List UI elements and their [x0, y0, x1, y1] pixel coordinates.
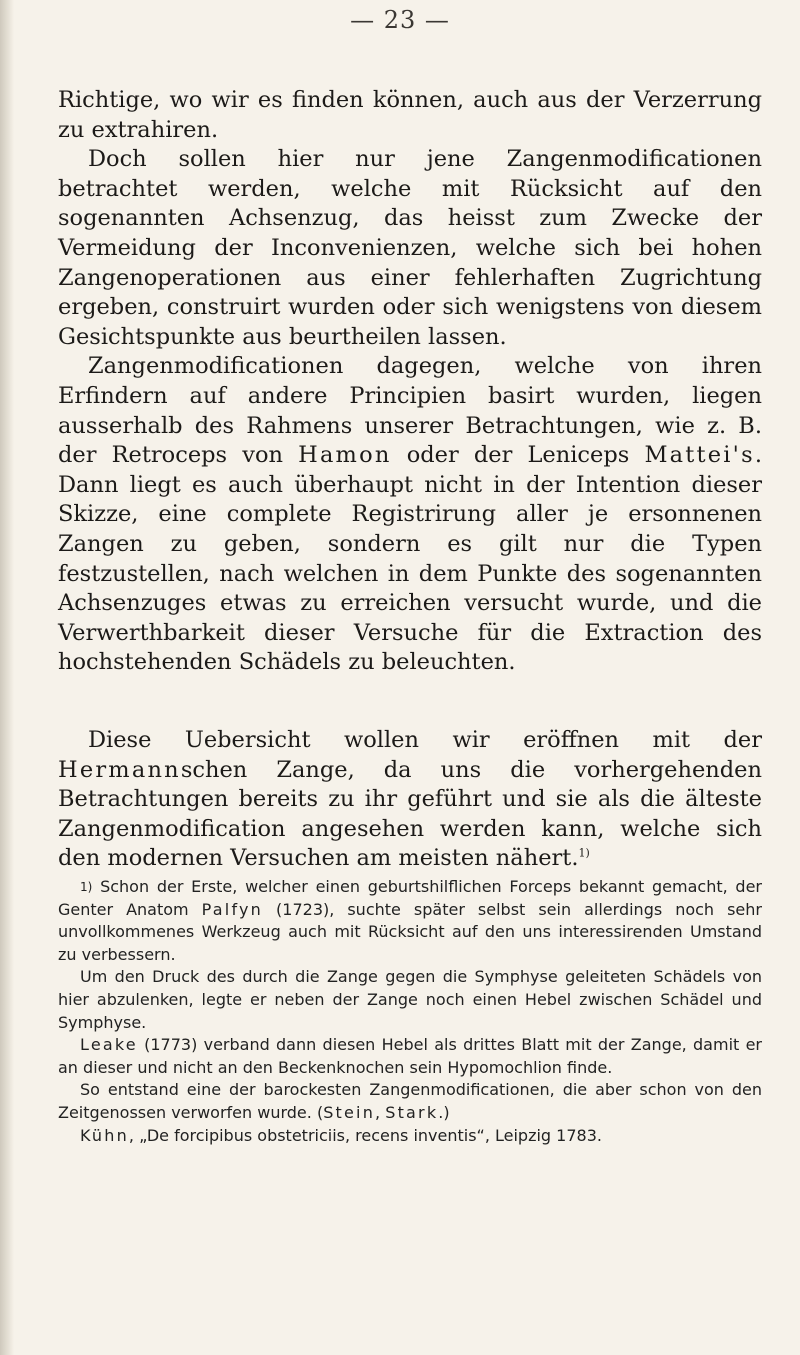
- author-name-hamon: Hamon: [298, 442, 392, 469]
- author-name-mattei: Mattei's: [644, 442, 755, 469]
- paragraph-4-text-a: Diese Uebersicht wollen wir eröffnen mit der: [88, 727, 762, 753]
- author-name-stark: Stark: [385, 1102, 439, 1122]
- paragraph-3-text-c: . Dann liegt es auch überhaupt nicht in der Intention dieser Skizze, eine complete Registrirung aller je ersonnenen Zangen zu geben, sondern es gilt nur die Typen festzustellen, nach welchen in dem Punkte des sogenannten Achsenzuges etwas zu erreichen versucht wurde, und die Verwerthbarkeit dieser Versuche für die Extraction des hochstehenden Schädels zu beleuchten.: [58, 442, 762, 676]
- paragraph-3: [58, 352, 762, 678]
- footnote-marker: 1): [80, 880, 93, 894]
- author-name-hermann: Hermann: [58, 756, 181, 783]
- footnote-3: [58, 1034, 762, 1079]
- author-name-leake: Leake: [80, 1035, 138, 1055]
- footnote-5: [58, 1125, 762, 1148]
- footnote-5-text-b: , „De forcipibus obstetriciis, recens inventis“, Leipzig 1783.: [128, 1125, 602, 1145]
- author-name-kuehn: Kühn: [80, 1125, 129, 1145]
- page-number: — 23 —: [350, 6, 450, 34]
- paragraph-4: [58, 726, 762, 874]
- main-text-block-2: [58, 726, 762, 874]
- footnote-4-text-b: .): [438, 1102, 450, 1122]
- footnote-4: [58, 1079, 762, 1124]
- paragraph-3-text-a: Zangenmodificationen dagegen, welche von ihren Erfindern auf andere Principien basirt wurden, liegen ausserhalb des Rahmens unserer Betrachtungen, wie z. B. der Retroceps von: [58, 353, 762, 469]
- footnote-1: [58, 876, 762, 966]
- footnote-reference: 1): [578, 846, 590, 860]
- paragraph-3-text-b: oder der Leniceps: [391, 442, 645, 469]
- footnotes: [58, 876, 762, 1147]
- paragraph-1: Richtige, wo wir es finden können, auch aus der Verzerrung zu extrahiren.: [58, 87, 762, 143]
- footnote-4-text-a: So entstand eine der barockesten Zangenmodificationen, die aber schon von den Zeitgenossen verworfen wurde. (: [58, 1080, 762, 1122]
- footnote-3-text-b: (1773) verband dann diesen Hebel als drittes Blatt mit der Zange, damit er an dieser und nicht an den Beckenknochen sein Hypomochlion finde.: [58, 1035, 762, 1077]
- footnote-2: Um den Druck des durch die Zange gegen die Symphyse geleiteten Schädels von hier abzulenken, legte er neben der Zange noch einen Hebel zwischen Schädel und Symphyse.: [58, 967, 762, 1032]
- footnote-1-text-b: (1723), suchte später selbst sein allerdings noch sehr unvollkommenes Werkzeug auch mit Rücksicht auf den uns interessirenden Umstand zu verbessern.: [58, 899, 762, 964]
- footnote-4-separator: ,: [375, 1102, 386, 1122]
- paragraph-2: Doch sollen hier nur jene Zangenmodificationen betrachtet werden, welche mit Rücksicht auf den sogenannten Achsenzug, das heisst zum Zwecke der Vermeidung der Inconvenienzen, welche sich bei hohen Zangenoperationen aus einer fehlerhaften Zugrichtung ergeben, construirt wurden oder sich wenigstens von diesem Gesichtspunkte aus beurtheilen lassen.: [58, 146, 762, 350]
- paragraph-4-text-b: schen Zange, da uns die vorhergehenden Betrachtungen bereits zu ihr geführt und sie als die älteste Zangenmodification angesehen werden kann, welche sich den modernen Versuchen am meisten nähert.: [58, 756, 762, 872]
- author-name-palfyn: Palfyn: [201, 899, 264, 919]
- footnote-1-text-a: Schon der Erste, welcher einen geburtshilflichen Forceps bekannt gemacht, der Genter Anatom: [58, 877, 762, 919]
- main-text-block-1: [58, 86, 762, 678]
- author-name-stein: Stein: [323, 1102, 376, 1122]
- binding-shadow: [0, 0, 14, 1355]
